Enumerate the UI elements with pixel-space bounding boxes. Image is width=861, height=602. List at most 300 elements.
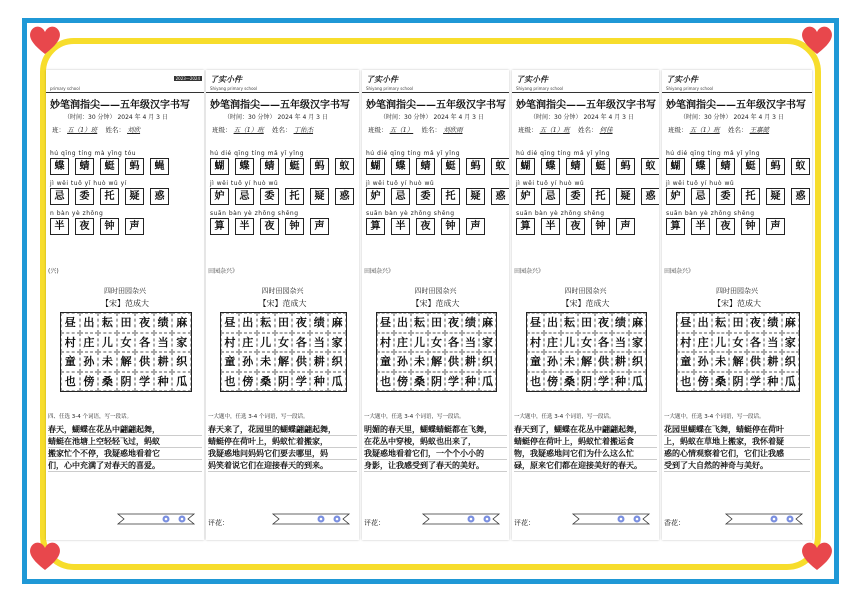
poem-char: 傍 (694, 372, 711, 392)
poem-title: 四时田园杂兴 (564, 287, 607, 295)
paragraph-line: 惑的心情观察着它们，它们让我感 (664, 448, 810, 460)
word-cell: 疑 (766, 188, 785, 205)
poem-char: 学 (595, 372, 612, 392)
poem-char: 供 (445, 352, 462, 372)
poem-char: 供 (747, 352, 764, 372)
pinyin-row: suān bàn yè zhōng shēng (210, 210, 299, 217)
name-value: 王嘉懿 (749, 126, 770, 134)
class-value: 五（1）班 (689, 126, 720, 134)
poem-char: 夜 (445, 313, 462, 333)
word-cell: 蜻 (260, 158, 279, 175)
flower-banner-icon (116, 512, 196, 526)
poem-char: 村 (677, 333, 694, 353)
heart-icon (800, 540, 834, 572)
word-cell: 算 (516, 218, 535, 235)
word-cells (210, 218, 329, 235)
word-cell: 惑 (150, 188, 169, 205)
poem-char: 麻 (629, 313, 646, 333)
word-cell: 算 (210, 218, 229, 235)
name-value: 刘欣 (127, 126, 141, 134)
poem-author: 【宋】范成大 (258, 299, 307, 308)
poem-char: 织 (629, 352, 646, 372)
poem-char: 田 (578, 313, 595, 333)
worksheet (512, 70, 659, 540)
signature-label: 香花： (664, 519, 685, 527)
word-cell: 半 (691, 218, 710, 235)
paragraph-line: 春天，蝴蝶在花丛中翩翩起舞， (48, 424, 202, 436)
poem-char: 出 (394, 313, 411, 333)
poem-char: 未 (411, 352, 428, 372)
poem-char: 家 (328, 333, 346, 353)
writing-instruction: 一大题中，任选 3-4 个词语，写一段话。 (664, 414, 765, 420)
student-info (518, 125, 613, 134)
worksheet-meta: （时间：30 分钟） 2024 年 4 月 3 日 (64, 114, 168, 121)
word-cell: 算 (666, 218, 685, 235)
poem-char: 解 (117, 352, 136, 372)
poem-char: 桑 (98, 372, 117, 392)
word-cell: 蚂 (766, 158, 785, 175)
word-cells (210, 158, 354, 175)
poem-char: 瓜 (782, 372, 799, 392)
header-rule (662, 92, 812, 93)
header-rule (46, 92, 204, 93)
poem-char: 田 (275, 313, 293, 333)
poem-char: 庄 (544, 333, 561, 353)
word-cell: 托 (100, 188, 119, 205)
word-cell: 蝴 (516, 158, 535, 175)
poem-char: 麻 (172, 313, 191, 333)
poem-char: 耕 (154, 352, 173, 372)
poem-char: 解 (729, 352, 746, 372)
poem-char: 绩 (310, 313, 328, 333)
poem-char: 织 (172, 352, 191, 372)
class-value: 五（1）班 (67, 126, 98, 134)
poem-char: 瓜 (479, 372, 496, 392)
pinyin-row: suān bàn yè zhōng shēng (666, 210, 755, 217)
signature-label: 评花： (208, 519, 229, 527)
word-cells (366, 218, 485, 235)
word-cell: 惑 (491, 188, 509, 205)
pinyin-row: hú qīng tíng mà yǐng tóu (50, 150, 137, 157)
word-cell: 蜓 (441, 158, 460, 175)
poem-char: 耕 (462, 352, 479, 372)
poem-grid (220, 312, 347, 392)
poem-char: 出 (544, 313, 561, 333)
poem-char: 昼 (377, 313, 394, 333)
school-name-en: Shiyang primary school (516, 86, 564, 91)
poem-char: 阴 (428, 372, 445, 392)
word-cell: 蜻 (716, 158, 735, 175)
name-label: 姓名： (577, 126, 598, 134)
poem-char: 村 (221, 333, 239, 353)
word-cell: 声 (616, 218, 635, 235)
word-cell: 声 (766, 218, 785, 235)
poem-char: 童 (61, 352, 80, 372)
word-cell: 钟 (285, 218, 304, 235)
poem-char: 儿 (561, 333, 578, 353)
poem-char: 各 (135, 333, 154, 353)
word-cell: 妒 (666, 188, 685, 205)
school-logo: 了实小件 (210, 74, 242, 84)
pinyin-row: jì wěi tuō yǐ huò wǔ yí (50, 180, 127, 187)
writing-paragraph (48, 424, 202, 472)
word-cell: 蜻 (416, 158, 435, 175)
poem-char: 女 (578, 333, 595, 353)
school-logo: 了实小件 (516, 74, 548, 84)
paragraph-line: 妈笑着说它们在迎接春天的到来。 (208, 460, 357, 472)
poem-char: 童 (221, 352, 239, 372)
poem-char: 麻 (782, 313, 799, 333)
word-cells (50, 158, 169, 175)
paragraph-line: 碌，原来它们都在迎接美好的春天。 (514, 460, 657, 472)
poem-char: 桑 (712, 372, 729, 392)
word-cell: 蝴 (210, 158, 229, 175)
poem-char: 耘 (712, 313, 729, 333)
paragraph-line: 在花丛中穿梭，蚂蚁也出来了， (364, 436, 507, 448)
poem-char: 耘 (411, 313, 428, 333)
school-name-en: Shiyang primary school (666, 86, 714, 91)
word-cell: 蜓 (100, 158, 119, 175)
poem-char: 供 (595, 352, 612, 372)
word-cell: 半 (541, 218, 560, 235)
heart-icon (28, 24, 62, 56)
poem-char: 解 (275, 352, 293, 372)
flower-banner-icon (421, 512, 501, 526)
writing-instruction: 一大题中，任选 3-4 个词语，写一段话。 (364, 414, 465, 420)
poem-char: 出 (80, 313, 99, 333)
word-cells (666, 218, 785, 235)
class-value: 五（1）班 (539, 126, 570, 134)
paragraph-line: 蜻蜓停在荷叶上，蚂蚁忙着搬家， (208, 436, 357, 448)
paragraph-line: 们，心中充满了对春天的喜爱。 (48, 460, 202, 472)
word-cell: 蜓 (741, 158, 760, 175)
class-value: 五（1） (389, 126, 414, 134)
word-cell: 忌 (235, 188, 254, 205)
worksheet (662, 70, 812, 540)
poem-char: 各 (292, 333, 310, 353)
poem-char: 耘 (98, 313, 117, 333)
poem-title: 四时田园杂兴 (716, 287, 758, 295)
word-cells (666, 188, 810, 205)
flower-banner-icon (271, 512, 351, 526)
poem-char: 庄 (239, 333, 257, 353)
paragraph-line: 上，蚂蚁在草地上搬家，我怀着疑 (664, 436, 810, 448)
signature-label: 评花： (514, 519, 535, 527)
poem-char: 女 (729, 333, 746, 353)
poem-char: 耕 (764, 352, 781, 372)
poem-char: 昼 (527, 313, 544, 333)
word-cells (666, 158, 810, 175)
pinyin-row: hú dié qīng tíng mǎ yǐ yǐng (516, 150, 611, 157)
class-value: 五（1）班 (233, 126, 264, 134)
word-cells (50, 188, 169, 205)
school-name-en: Shiyang primary school (366, 86, 414, 91)
section-label: 田园杂兴》 (664, 268, 695, 275)
name-label: 姓名： (727, 126, 748, 134)
poem-char: 当 (612, 333, 629, 353)
student-info (52, 125, 140, 134)
word-cell: 疑 (125, 188, 144, 205)
class-label: 班： (52, 126, 65, 134)
pinyin-row: jì wěi tuō yí huò wǔ (516, 180, 585, 187)
worksheet-title: 妙笔润指尖——五年级汉字书写 (50, 100, 190, 111)
worksheet-meta: （时间：30 分钟） 2024 年 4 月 3 日 (380, 114, 484, 121)
poem-char: 绩 (462, 313, 479, 333)
paragraph-line: 我疑惑地看着它们，一个个小小的 (364, 448, 507, 460)
word-cell: 蝶 (50, 158, 69, 175)
section-label: (兴) (48, 268, 59, 275)
name-value: 丁佑杰 (293, 126, 314, 134)
poem-char: 当 (310, 333, 328, 353)
poem-char: 阴 (275, 372, 293, 392)
poem-char: 女 (117, 333, 136, 353)
paragraph-line: 蜻蜓在池塘上空轻轻飞过，蚂蚁 (48, 436, 202, 448)
paragraph-line: 蜻蜓停在荷叶上，蚂蚁忙着搬运食 (514, 436, 657, 448)
poem-char: 麻 (479, 313, 496, 333)
word-cell: 蜓 (285, 158, 304, 175)
poem-char: 昼 (677, 313, 694, 333)
word-cell: 蚂 (310, 158, 329, 175)
word-cells (366, 188, 509, 205)
poem-char: 儿 (712, 333, 729, 353)
poem-author: 【宋】范成大 (713, 299, 761, 308)
poem-char: 孙 (80, 352, 99, 372)
poem-grid (526, 312, 647, 392)
word-cell: 蝴 (666, 158, 685, 175)
word-cell: 蝶 (541, 158, 560, 175)
pinyin-row: hú dié qīng tíng mǎ yǐ yǐng (666, 150, 761, 157)
section-label: 田园杂兴》 (364, 268, 395, 275)
word-cell: 蚁 (791, 158, 810, 175)
word-cells (50, 218, 144, 235)
word-cells (210, 188, 354, 205)
word-cell: 蜻 (566, 158, 585, 175)
school-name-en: primary school (50, 86, 80, 91)
poem-char: 村 (61, 333, 80, 353)
name-label: 姓名： (271, 126, 292, 134)
poem-char: 供 (135, 352, 154, 372)
poem-char: 童 (527, 352, 544, 372)
word-cell: 蝴 (366, 158, 385, 175)
poem-char: 供 (292, 352, 310, 372)
word-cell: 委 (566, 188, 585, 205)
word-cell: 钟 (441, 218, 460, 235)
paragraph-line: 春天来了，花园里的蝴蝶翩翩起舞， (208, 424, 357, 436)
poem-char: 学 (747, 372, 764, 392)
word-cell: 蝶 (391, 158, 410, 175)
flower-banner-icon (724, 512, 804, 526)
word-cell: 声 (125, 218, 144, 235)
poem-char: 阴 (578, 372, 595, 392)
poem-char: 未 (712, 352, 729, 372)
poem-grid (60, 312, 192, 392)
worksheet-title: 妙笔润指尖——五年级汉字书写 (210, 100, 350, 111)
poem-char: 夜 (747, 313, 764, 333)
word-cell: 蚂 (125, 158, 144, 175)
word-cell: 妒 (516, 188, 535, 205)
poem-char: 也 (677, 372, 694, 392)
poem-char: 也 (221, 372, 239, 392)
name-label: 姓名： (421, 126, 441, 134)
word-cell: 托 (441, 188, 460, 205)
poem-char: 家 (479, 333, 496, 353)
poem-author: 【宋】范成大 (101, 299, 149, 308)
pinyin-row: suān bàn yè zhōng shēng (516, 210, 605, 217)
section-label: 田园杂兴》 (208, 268, 239, 275)
poem-char: 学 (445, 372, 462, 392)
worksheet-meta: （时间：30 分钟） 2024 年 4 月 3 日 (224, 114, 328, 121)
pinyin-row: jì wěi tuō yí huò wǔ (366, 180, 435, 187)
heart-icon (800, 24, 834, 56)
word-cell: 钟 (100, 218, 119, 235)
word-cell: 声 (466, 218, 485, 235)
pinyin-row: suān bàn yè zhōng shēng (366, 210, 455, 217)
word-cell: 忌 (691, 188, 710, 205)
word-cell: 妒 (210, 188, 229, 205)
poem-char: 瓜 (629, 372, 646, 392)
poem-char: 家 (629, 333, 646, 353)
poem-char: 种 (462, 372, 479, 392)
poem-char: 孙 (239, 352, 257, 372)
poem-char: 未 (257, 352, 275, 372)
poem-char: 耕 (310, 352, 328, 372)
heart-icon (28, 540, 62, 572)
word-cell: 夜 (75, 218, 94, 235)
worksheet (46, 70, 204, 540)
pinyin-row: jì wěi tuō yí huò wǔ (666, 180, 735, 187)
poem-char: 桑 (561, 372, 578, 392)
poem-char: 傍 (80, 372, 99, 392)
word-cell: 托 (285, 188, 304, 205)
poem-char: 阴 (729, 372, 746, 392)
poem-char: 也 (377, 372, 394, 392)
word-cell: 疑 (466, 188, 485, 205)
poem-char: 耘 (561, 313, 578, 333)
name-value: 何佳 (599, 126, 613, 134)
poem-char: 出 (239, 313, 257, 333)
poem-char: 种 (764, 372, 781, 392)
poem-char: 儿 (98, 333, 117, 353)
grade-tag: 2023—2024 (175, 76, 200, 81)
poem-char: 傍 (239, 372, 257, 392)
poem-char: 当 (154, 333, 173, 353)
poem-grid (376, 312, 497, 392)
paragraph-line: 受到了大自然的神奇与美好。 (664, 460, 810, 472)
poem-char: 村 (377, 333, 394, 353)
poem-char: 阴 (117, 372, 136, 392)
word-cell: 蜓 (591, 158, 610, 175)
paragraph-line: 身影，让我感受到了春天的美好。 (364, 460, 507, 472)
poem-char: 也 (527, 372, 544, 392)
poem-char: 解 (578, 352, 595, 372)
word-cell: 惑 (791, 188, 810, 205)
word-cell: 声 (310, 218, 329, 235)
word-cell: 托 (591, 188, 610, 205)
worksheet-meta: （时间：30 分钟） 2024 年 4 月 3 日 (680, 114, 784, 121)
poem-char: 夜 (292, 313, 310, 333)
poem-char: 织 (782, 352, 799, 372)
poem-title: 四时田园杂兴 (261, 287, 304, 295)
poem-char: 织 (479, 352, 496, 372)
poem-char: 瓜 (172, 372, 191, 392)
paragraph-line: 明媚的春天里，蝴蝶蜻蜓都在飞舞， (364, 424, 507, 436)
word-cell: 委 (716, 188, 735, 205)
header-rule (512, 92, 659, 93)
poem-char: 出 (694, 313, 711, 333)
pinyin-row: hú dié qīng tíng mǎ yǐ yǐng (210, 150, 305, 157)
pinyin-row: jì wěi tuō yí huò wǔ (210, 180, 279, 187)
writing-instruction: 一大题中，任选 3-4 个词语，写一段话。 (514, 414, 615, 420)
poem-char: 绩 (154, 313, 173, 333)
word-cell: 蝇 (150, 158, 169, 175)
word-cell: 委 (416, 188, 435, 205)
word-cells (516, 218, 635, 235)
poem-char: 童 (377, 352, 394, 372)
word-cell: 委 (260, 188, 279, 205)
worksheet-title: 妙笔润指尖——五年级汉字书写 (516, 100, 656, 111)
poem-char: 绩 (612, 313, 629, 333)
poem-char: 未 (561, 352, 578, 372)
word-cell: 忌 (541, 188, 560, 205)
poem-char: 家 (172, 333, 191, 353)
poem-char: 桑 (257, 372, 275, 392)
word-cell: 半 (391, 218, 410, 235)
poem-char: 织 (328, 352, 346, 372)
poem-char: 绩 (764, 313, 781, 333)
school-name-en: Shiyang primary school (210, 86, 258, 91)
poem-char: 田 (117, 313, 136, 333)
writing-paragraph (364, 424, 507, 472)
poem-char: 耘 (257, 313, 275, 333)
poem-char: 种 (154, 372, 173, 392)
poem-char: 女 (275, 333, 293, 353)
poem-char: 昼 (61, 313, 80, 333)
poem-char: 庄 (80, 333, 99, 353)
flower-banner-icon (571, 512, 651, 526)
word-cells (516, 158, 659, 175)
word-cell: 托 (741, 188, 760, 205)
name-value: 刘欣雨 (443, 126, 463, 134)
paragraph-line: 我疑惑地问妈妈它们要去哪里，妈 (208, 448, 357, 460)
writing-paragraph (514, 424, 657, 472)
word-cell: 钟 (741, 218, 760, 235)
poem-char: 儿 (411, 333, 428, 353)
poem-char: 种 (612, 372, 629, 392)
poem-char: 各 (747, 333, 764, 353)
poem-char: 学 (135, 372, 154, 392)
word-cell: 钟 (591, 218, 610, 235)
class-label: 班级： (212, 126, 232, 134)
poem-char: 瓜 (328, 372, 346, 392)
word-cell: 蚂 (466, 158, 485, 175)
word-cell: 算 (366, 218, 385, 235)
class-label: 班级： (518, 126, 538, 134)
word-cell: 蝶 (691, 158, 710, 175)
name-label: 姓名： (105, 126, 125, 134)
poem-author: 【宋】范成大 (561, 299, 610, 308)
header-rule (362, 92, 509, 93)
paragraph-line: 春天到了，蝴蝶在花丛中翩翩起舞， (514, 424, 657, 436)
poem-char: 田 (729, 313, 746, 333)
poem-char: 各 (445, 333, 462, 353)
poem-char: 田 (428, 313, 445, 333)
word-cells (366, 158, 509, 175)
word-cell: 夜 (566, 218, 585, 235)
poem-char: 桑 (411, 372, 428, 392)
poem-char: 童 (677, 352, 694, 372)
poem-char: 孙 (694, 352, 711, 372)
word-cell: 蚁 (641, 158, 659, 175)
